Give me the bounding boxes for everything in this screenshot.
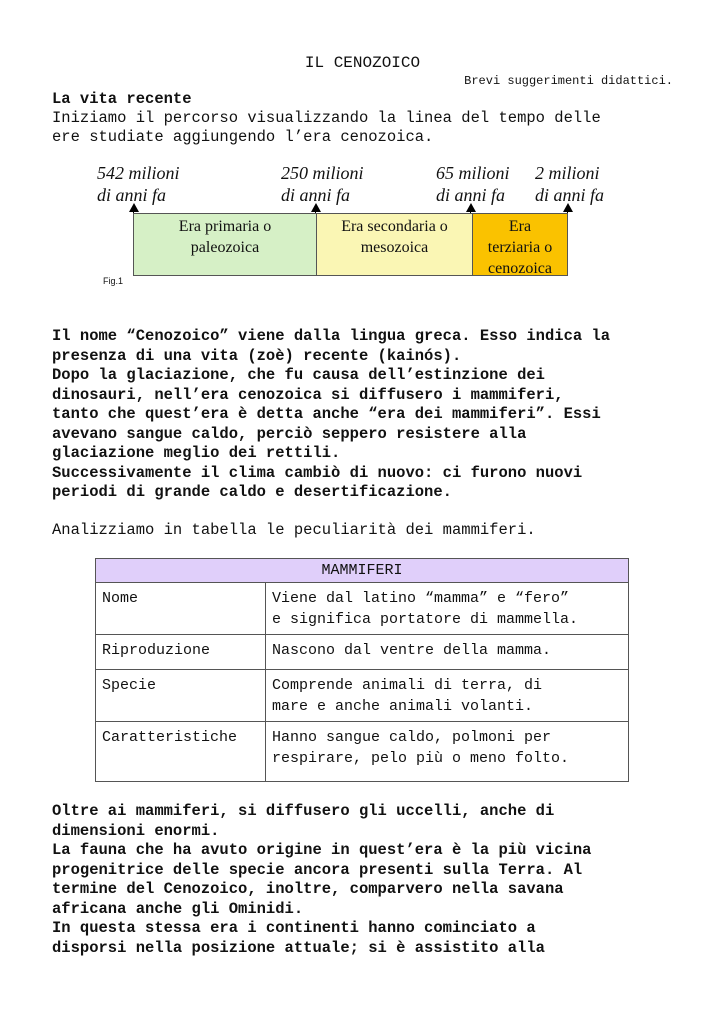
table-key: Nome xyxy=(96,583,266,635)
body-line: dimensioni enormi. xyxy=(52,821,220,840)
timeline-label: 2 milioni di anni fa xyxy=(535,163,605,205)
body-line: avevano sangue caldo, perciò seppero resistere alla xyxy=(52,424,527,443)
table-key: Riproduzione xyxy=(96,635,266,670)
body-line: dinosauri, nell’era cenozoica si diffusero i mammiferi, xyxy=(52,385,564,404)
arrow-up-icon xyxy=(129,203,139,212)
body-line: africana anche gli Ominidi. xyxy=(52,899,304,918)
body-line: disporsi nella posizione attuale; si è assistito alla xyxy=(52,938,545,957)
table-row xyxy=(96,722,629,782)
section-heading: La vita recente xyxy=(52,90,192,108)
table-row xyxy=(96,635,629,670)
body-line: Il nome “Cenozoico” viene dalla lingua greca. Esso indica la xyxy=(52,327,611,345)
table-value: Viene dal latino “mamma” e “fero” e significa portatore di mammella. xyxy=(266,583,629,635)
body-line: Oltre ai mammiferi, si diffusero gli uccelli, anche di xyxy=(52,802,555,820)
body-line: La fauna che ha avuto origine in quest’era è la più vicina xyxy=(52,841,592,859)
intro-line: Iniziamo il percorso visualizzando la linea del tempo delle xyxy=(52,109,601,127)
body-line: termine del Cenozoico, inoltre, comparvero nella savana xyxy=(52,880,564,898)
body-line: Successivamente il clima cambiò di nuovo: ci furono nuovi xyxy=(52,463,583,482)
era-box-mesozoica: Era secondaria o mesozoica xyxy=(316,213,473,276)
page-subtitle: Brevi suggerimenti didattici. xyxy=(464,74,673,88)
timeline-label: 65 milioni di anni fa xyxy=(436,163,510,205)
table-header: MAMMIFERI xyxy=(96,559,629,583)
table-row xyxy=(96,670,629,722)
table-row xyxy=(96,583,629,635)
figure-caption: Fig.1 xyxy=(103,276,124,286)
body-line: presenza di una vita (zoè) recente (kainós). xyxy=(52,346,462,365)
table-value: Nascono dal ventre della mamma. xyxy=(266,635,629,670)
body-line: In questa stessa era i continenti hanno cominciato a xyxy=(52,919,536,937)
page-title: IL CENOZOICO xyxy=(304,54,421,72)
body-line: progenitrice delle specie ancora presenti sulla Terra. Al xyxy=(52,860,583,879)
arrow-up-icon xyxy=(311,203,321,212)
body-line: glaciazione meglio dei rettili. xyxy=(52,444,341,462)
arrow-up-icon xyxy=(466,203,476,212)
table-key: Caratteristiche xyxy=(96,722,266,782)
timeline-label: 250 milioni di anni fa xyxy=(281,163,364,205)
table-key: Specie xyxy=(96,670,266,722)
intro-line: ere studiate aggiungendo l’era cenozoica. xyxy=(52,128,434,146)
timeline-label: 542 milioni di anni fa xyxy=(97,163,180,205)
table-value: Comprende animali di terra, di mare e anche animali volanti. xyxy=(266,670,629,722)
body-line: tanto che quest’era è detta anche “era dei mammiferi”. Essi xyxy=(52,405,601,423)
mammiferi-table xyxy=(95,558,629,782)
table-value: Hanno sangue caldo, polmoni per respirare, pelo più o meno folto. xyxy=(266,722,629,782)
era-box-paleozoica: Era primaria o paleozoica xyxy=(133,213,317,276)
body-line: periodi di grande caldo e desertificazione. xyxy=(52,483,452,501)
table-header-row xyxy=(96,559,629,583)
body-line: Dopo la glaciazione, che fu causa dell’estinzione dei xyxy=(52,366,545,384)
arrow-up-icon xyxy=(563,203,573,212)
era-box-cenozoica: Era terziaria o cenozoica xyxy=(472,213,568,276)
table-intro: Analizziamo in tabella le peculiarità dei mammiferi. xyxy=(52,521,536,539)
